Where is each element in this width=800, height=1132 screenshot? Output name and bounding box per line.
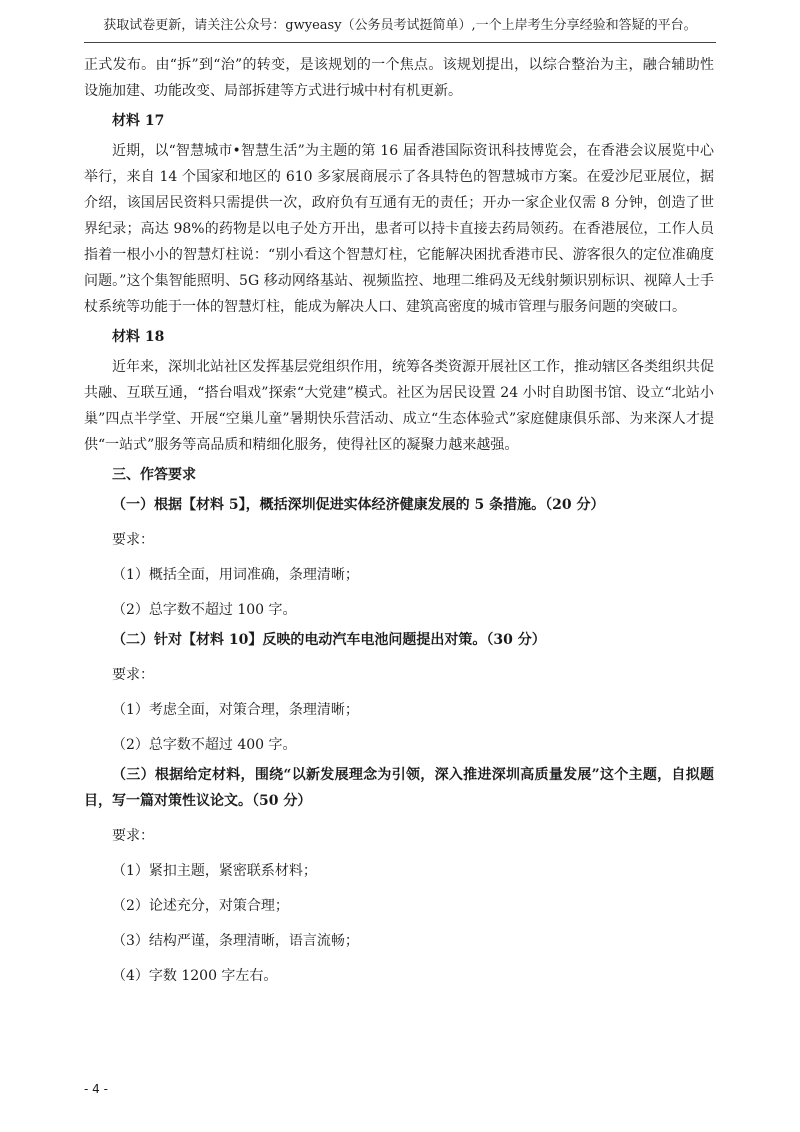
task-1-requirement-1: （1）概括全面，用词准确，条理清晰； bbox=[112, 567, 359, 583]
material-17-title: 材料 17 bbox=[112, 113, 165, 129]
material-18-paragraph: 近年来，深圳北站社区发挥基层党组织作用，统筹各类资源开展社区工作，推动辖区各类组织共促共融、互联互通，“搭台唱戏”探索“大党建”模式。社区为居民设置 24 小时自助图书馆、设立“北站小巢”四点半学堂、开展“空巢儿童”暑期快乐营活动、成立“生态体验式”家庭健康俱乐部、为来深人才提供“一站式”服务等高品质和精细化服务，使得社区的凝聚力越来越强。 bbox=[84, 359, 714, 453]
task-3-requirement-3: （3）结构严谨，条理清晰，语言流畅； bbox=[112, 933, 359, 949]
task-2-requirement-2: （2）总字数不超过 400 字。 bbox=[112, 737, 297, 753]
document-body bbox=[84, 52, 714, 993]
task-2-title: （二）针对【材料 10】反映的电动汽车电池问题提出对策。（30 分） bbox=[112, 632, 546, 648]
task-2-requirements-label: 要求： bbox=[112, 667, 154, 683]
section-3-title: 三、作答要求 bbox=[112, 467, 196, 483]
task-2-requirement-1: （1）考虑全面，对策合理，条理清晰； bbox=[112, 702, 359, 718]
task-3-requirement-2: （2）论述充分，对策合理； bbox=[112, 898, 289, 914]
task-1-requirements-label: 要求： bbox=[112, 532, 154, 548]
page-number: - 4 - bbox=[84, 1082, 108, 1096]
page-header bbox=[84, 14, 716, 43]
task-1-title: （一）根据【材料 5】，概括深圳促进实体经济健康发展的 5 条措施。（20 分） bbox=[112, 497, 605, 513]
task-3-title: （三）根据给定材料，围绕“以新发展理念为引领，深入推进深圳高质量发展”这个主题，自拟题目，写一篇对策性议论文。（50 分） bbox=[84, 767, 714, 809]
task-3-requirements-label: 要求： bbox=[112, 828, 154, 844]
material-17-paragraph: 近期，以“智慧城市•智慧生活”为主题的第 16 届香港国际资讯科技博览会，在香港会议展览中心举行，来自 14 个国家和地区的 610 多家展商展示了各具特色的智慧城市方案。在爱沙尼亚展位，据介绍，该国居民资料只需提供一次，政府负有互通有无的责任；开办一家企业仅需 8 分钟，创造了世界纪录；高达 98%的药物是以电子处方开出，患者可以持卡直接去药局领药。在香港展位，工作人员指着一根小小的智慧灯柱说：“别小看这个智慧灯柱，它能解决困扰香港市民、游客很久的定位准确度问题。”这个集智能照明、5G 移动网络基站、视频监控、地理二维码及无线射频识别标识、视障人士手杖系统等功能于一体的智慧灯柱，能成为解决人口、建筑高密度的城市管理与服务问题的突破口。 bbox=[84, 143, 714, 315]
continuation-paragraph: 正式发布。由“拆”到“治”的转变，是该规划的一个焦点。该规划提出，以综合整治为主，融合辅助性设施加建、功能改变、局部拆建等方式进行城中村有机更新。 bbox=[84, 57, 714, 99]
material-18-title: 材料 18 bbox=[112, 329, 165, 345]
task-3-requirement-4: （4）字数 1200 字左右。 bbox=[112, 968, 278, 984]
header-text: 获取试卷更新，请关注公众号：gwyeasy（公务员考试挺简单）,一个上岸考生分享经验和答疑的平台。 bbox=[103, 18, 697, 33]
task-1-requirement-2: （2）总字数不超过 100 字。 bbox=[112, 602, 297, 618]
task-3-requirement-1: （1）紧扣主题，紧密联系材料； bbox=[112, 863, 317, 879]
